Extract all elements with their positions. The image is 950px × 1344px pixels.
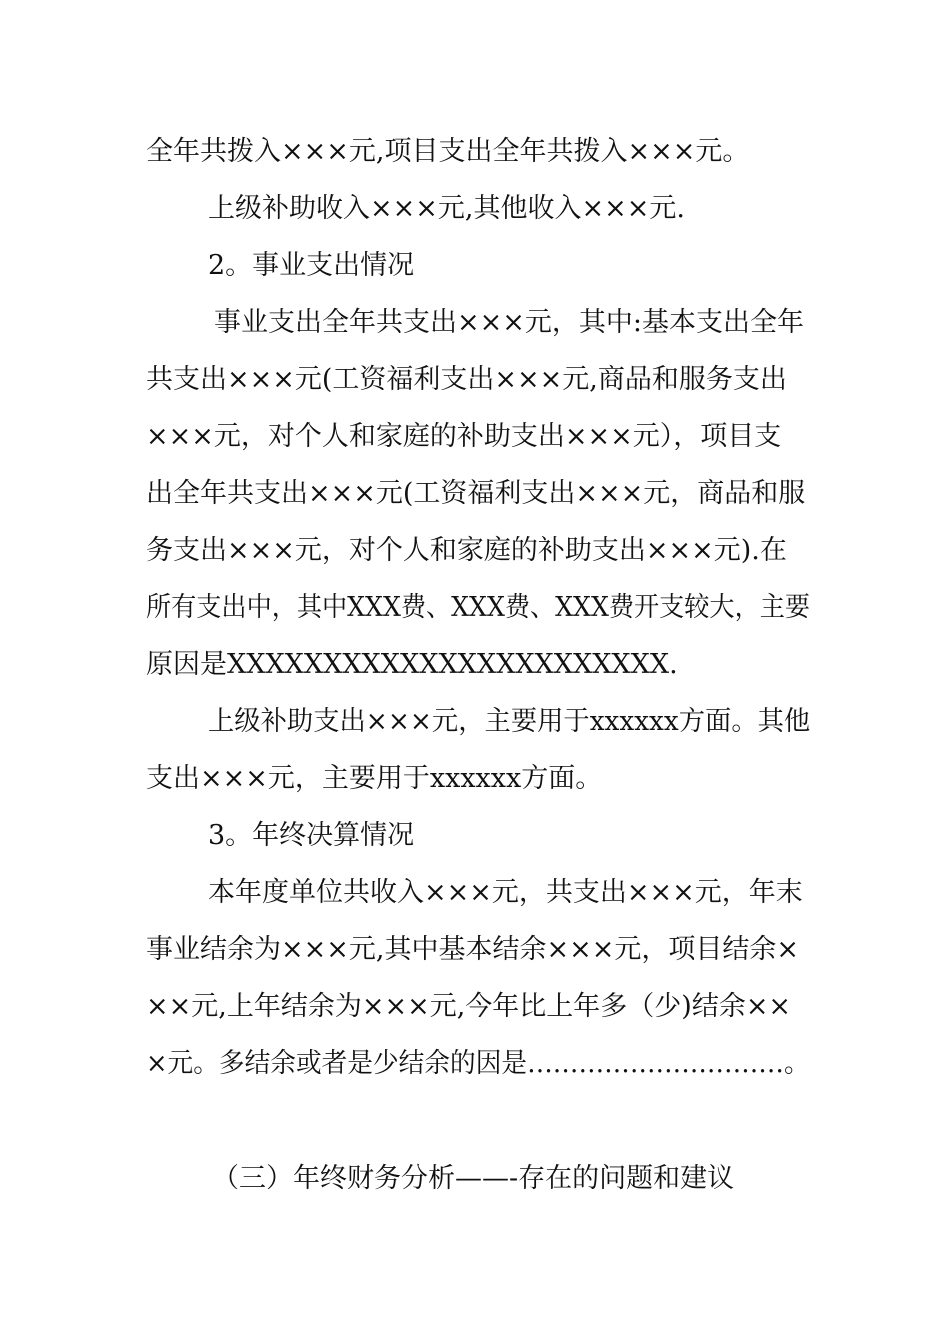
paragraph-line: 务支出×××元，对个人和家庭的补助支出×××元).在 bbox=[146, 535, 787, 566]
paragraph-line: 全年共拨入×××元,项目支出全年共拨入×××元。 bbox=[146, 136, 750, 167]
paragraph-line: 上级补助收入×××元,其他收入×××元. bbox=[208, 193, 685, 224]
paragraph-line: ××元,上年结余为×××元,今年比上年多（少)结余×× bbox=[146, 991, 792, 1022]
paragraph-line: 原因是XXXXXXXXXXXXXXXXXXXXXXX. bbox=[146, 649, 678, 680]
paragraph-line: 所有支出中，其中XXX费、XXX费、XXX费开支较大，主要 bbox=[146, 592, 811, 623]
paragraph-line: ×××元，对个人和家庭的补助支出×××元），项目支 bbox=[146, 421, 782, 452]
section-heading: （三）年终财务分析——-存在的问题和建议 bbox=[212, 1163, 735, 1194]
paragraph-line: 事业结余为×××元,其中基本结余×××元，项目结余× bbox=[146, 934, 799, 965]
paragraph-line: 支出×××元，主要用于xxxxxx方面。 bbox=[146, 763, 603, 794]
paragraph-line: 本年度单位共收入×××元，共支出×××元，年末 bbox=[208, 877, 803, 908]
paragraph-line: 出全年共支出×××元(工资福利支出×××元，商品和服 bbox=[146, 478, 806, 509]
section-heading: 3。年终决算情况 bbox=[208, 820, 415, 851]
paragraph-line: 共支出×××元(工资福利支出×××元,商品和服务支出 bbox=[146, 364, 787, 395]
paragraph-line: 事业支出全年共支出×××元，其中:基本支出全年 bbox=[214, 307, 804, 338]
paragraph-line: ×元。多结余或者是少结余的因是…………………………。 bbox=[146, 1048, 810, 1079]
section-heading: 2。事业支出情况 bbox=[208, 250, 415, 281]
paragraph-line: 上级补助支出×××元，主要用于xxxxxx方面。其他 bbox=[208, 706, 811, 737]
